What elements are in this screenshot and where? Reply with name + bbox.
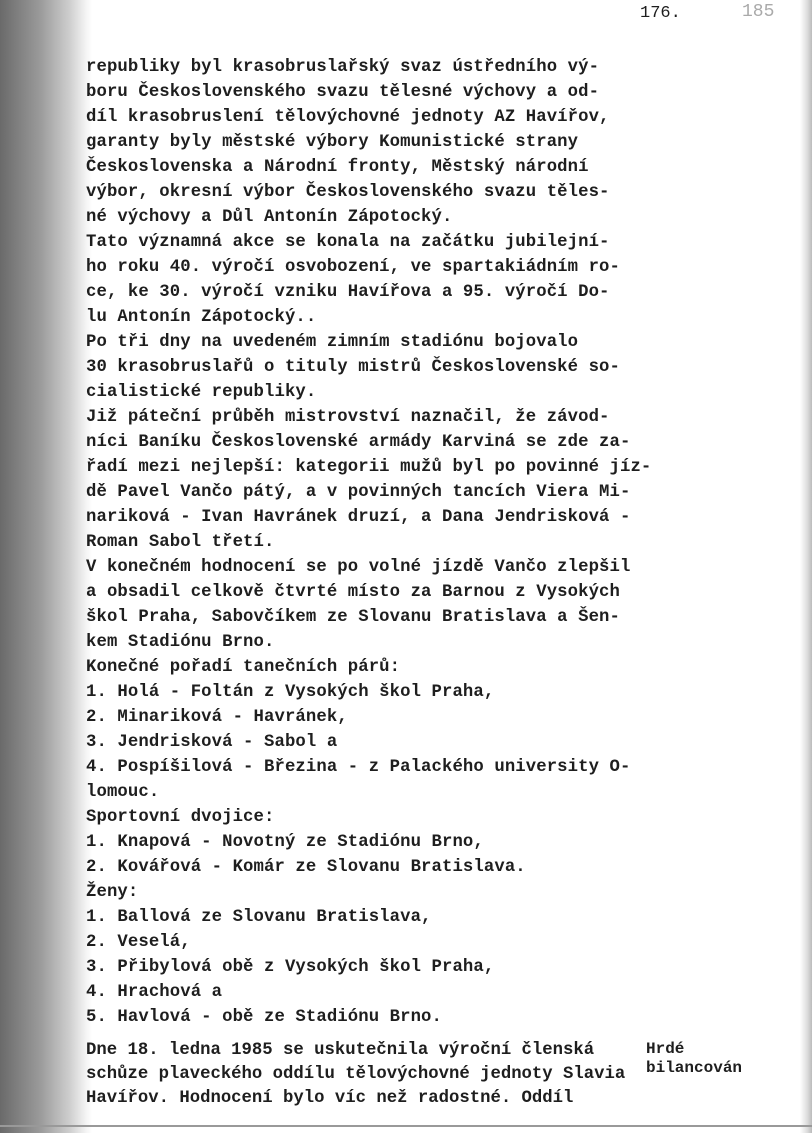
text-line: 2. Kovářová - Komár ze Slovanu Bratislava. [86, 858, 526, 877]
text-line: 3. Jendrisková - Sabol a [86, 733, 338, 752]
text-line: Havířov. Hodnocení bylo víc než radostné. Oddíl [86, 1089, 574, 1108]
text-line: 3. Přibylová obě z Vysokých škol Praha, [86, 958, 495, 977]
text-line: Ženy: [86, 883, 139, 902]
text-line: cialistické republiky. [86, 383, 317, 402]
text-line: 2. Minariková - Havránek, [86, 708, 348, 727]
text-line: né výchovy a Důl Antonín Zápotocký. [86, 208, 453, 227]
text-line: bilancován [646, 1059, 743, 1077]
text-line: 5. Havlová - obě ze Stadiónu Brno. [86, 1008, 442, 1027]
text-line: republiky byl krasobruslařský svaz ústředního vý- [86, 58, 600, 77]
next-section [86, 1039, 625, 1111]
text-line: 4. Hrachová a [86, 983, 223, 1002]
text-line: škol Praha, Sabovčíkem ze Slovanu Bratislava a Šen- [86, 608, 620, 627]
text-line: 1. Knapová - Novotný ze Stadiónu Brno, [86, 833, 484, 852]
text-line: Sportovní dvojice: [86, 808, 275, 827]
text-line: dě Pavel Vančo pátý, a v povinných tancích Viera Mi- [86, 483, 631, 502]
margin-note [646, 1040, 742, 1078]
text-line: Tato významná akce se konala na začátku jubilejní- [86, 233, 610, 252]
text-line: výbor, okresní výbor Československého svazu těles- [86, 183, 610, 202]
page-number: 176. [640, 4, 681, 23]
scan-left-edge [0, 0, 92, 1133]
text-line: Po tři dny na uvedeném zimním stadiónu bojovalo [86, 333, 579, 352]
text-line: Již páteční průběh mistrovství naznačil, že závod- [86, 408, 610, 427]
text-line: nariková - Ivan Havránek druzí, a Dana Jendrisková - [86, 508, 631, 527]
text-line: a obsadil celkově čtvrté místo za Barnou z Vysokých [86, 583, 620, 602]
archive-number: 185 [742, 2, 775, 22]
text-line: Konečné pořadí tanečních párů: [86, 658, 401, 677]
scan-bottom-edge [0, 1125, 812, 1127]
text-line: Dne 18. ledna 1985 se uskutečnila výroční členská [86, 1041, 595, 1060]
text-line: boru Československého svazu tělesné výchovy a od- [86, 83, 600, 102]
text-line: Hrdé [646, 1040, 685, 1058]
text-line: ho roku 40. výročí osvobození, ve spartakiádním ro- [86, 258, 620, 277]
text-line: 2. Veselá, [86, 933, 191, 952]
text-line: lu Antonín Zápotocký.. [86, 308, 317, 327]
text-line: lomouc. [86, 783, 160, 802]
scan-right-edge [800, 0, 812, 1133]
text-line: díl krasobruslení tělovýchovné jednoty AZ Havířov, [86, 108, 610, 127]
text-line: garanty byly městské výbory Komunistické strany [86, 133, 579, 152]
text-line: 1. Holá - Foltán z Vysokých škol Praha, [86, 683, 495, 702]
text-line: ce, ke 30. výročí vzniku Havířova a 95. výročí Do- [86, 283, 610, 302]
document-body [86, 55, 651, 1030]
text-line: kem Stadiónu Brno. [86, 633, 275, 652]
text-line: 4. Pospíšilová - Březina - z Palackého university O- [86, 758, 631, 777]
text-line: Roman Sabol třetí. [86, 533, 275, 552]
text-line: schůze plaveckého oddílu tělovýchovné jednoty Slavia [86, 1065, 626, 1084]
text-line: níci Baníku Československé armády Karviná se zde za- [86, 433, 631, 452]
text-line: Československa a Národní fronty, Městský národní [86, 158, 589, 177]
text-line: 30 krasobruslařů o tituly mistrů Československé so- [86, 358, 620, 377]
text-line: řadí mezi nejlepší: kategorii mužů byl po povinné jíz- [86, 458, 652, 477]
text-line: 1. Ballová ze Slovanu Bratislava, [86, 908, 432, 927]
text-line: V konečném hodnocení se po volné jízdě Vančo zlepšil [86, 558, 631, 577]
